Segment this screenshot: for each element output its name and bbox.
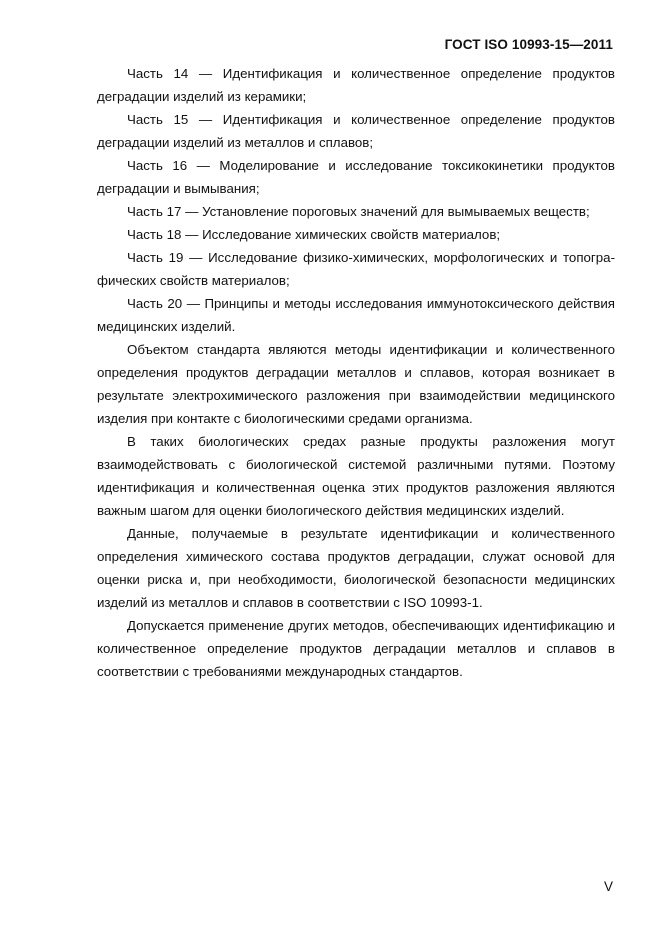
page-number: V: [604, 879, 614, 894]
paragraph-other-methods: Допускается применение других методов, обеспечивающих идентификацию и количественное определение продуктов деградации металлов и сплавов в соответствии с требованиями международных стандартов.: [97, 618, 615, 679]
paragraph-standard-object: Объектом стандарта являются методы идентификации и количественного определения продуктов деградации металлов и сплавов, которая возникает в результате электрохимического разложения при взаимодействии медицинского изделия при контакте с биологическими средами организма.: [97, 342, 615, 426]
paragraph-part-18: Часть 18 — Исследование химических свойств материалов;: [127, 227, 501, 242]
document-body: [97, 62, 615, 683]
paragraph-part-17: Часть 17 — Установление пороговых значений для вымываемых веществ;: [127, 204, 590, 219]
paragraph-data-usage: Данные, получаемые в результате идентификации и количественного определения химического состава продуктов деградации, служат основой для оценки риска и, при необходимости, биологической безопасности медицинских изделий из металлов и сплавов в соответствии с ISO 10993-1.: [97, 526, 615, 610]
paragraph-part-14: Часть 14 — Идентификация и количественное определение продуктов деградации изделий из керамики;: [97, 66, 615, 104]
page-header-standard-code: ГОСТ ISO 10993-15—2011: [444, 37, 613, 52]
paragraph-part-16: Часть 16 — Моделирование и исследование токсикокинетики продуктов деградации и вымывания;: [97, 158, 615, 196]
paragraph-part-15: Часть 15 — Идентификация и количественное определение продуктов деградации изделий из металлов и сплавов;: [97, 112, 615, 150]
paragraph-part-20: Часть 20 — Принципы и методы исследования иммунотоксического действия медицинских изделий.: [97, 296, 615, 334]
paragraph-part-19: Часть 19 — Исследование физико-химических, морфологических и топогра-фических свойств материалов;: [97, 250, 615, 288]
paragraph-biological-media: В таких биологических средах разные продукты разложения могут взаимодействовать с биологической системой различными путями. Поэтому идентификация и количественная оценка этих продуктов разложения являются важным шагом для оценки биологического действия медицинских изделий.: [97, 434, 615, 518]
